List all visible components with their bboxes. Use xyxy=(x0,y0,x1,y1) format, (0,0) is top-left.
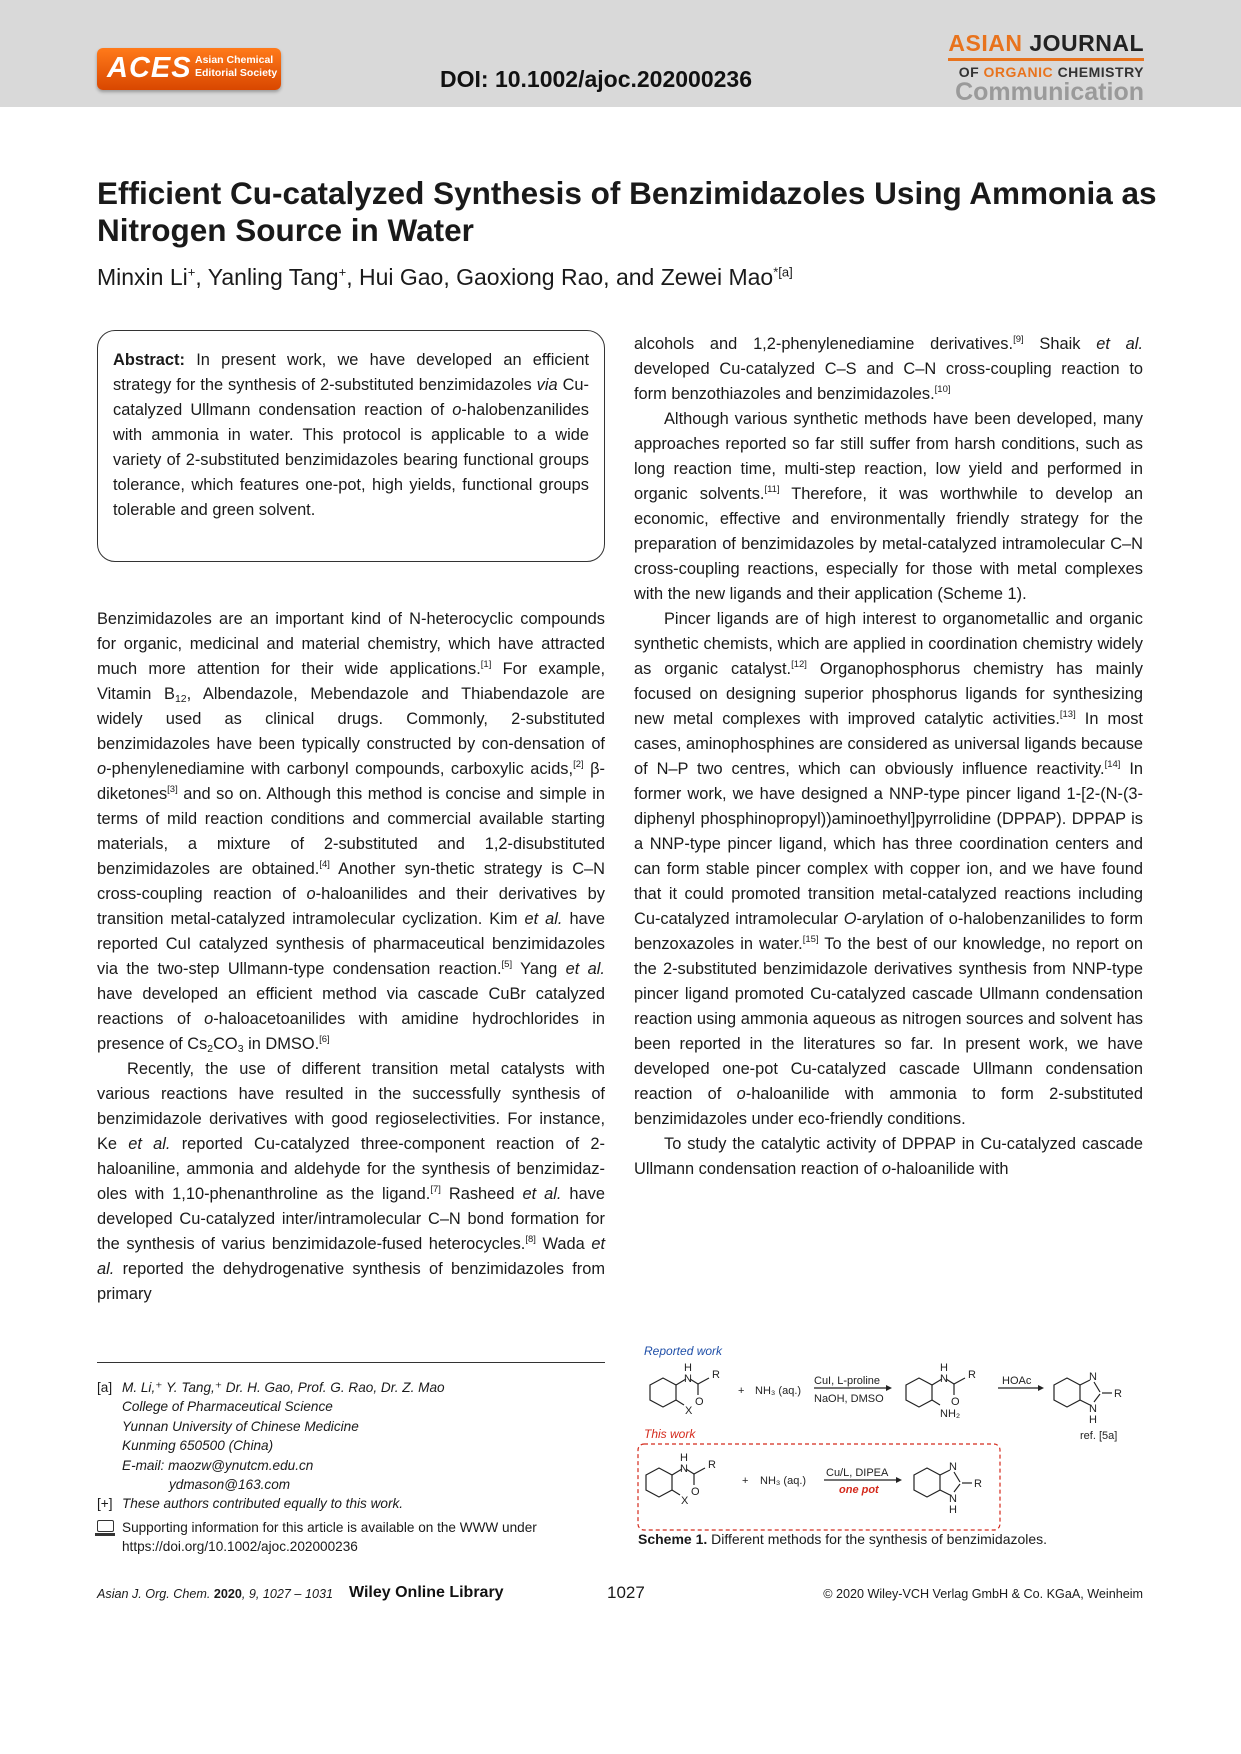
email-link[interactable]: ydmason@163.com xyxy=(169,1477,291,1493)
citation-line: Asian J. Org. Chem. 2020, 9, 1027 – 1031 xyxy=(97,1587,333,1601)
svg-text:R: R xyxy=(712,1369,720,1381)
svg-text:one pot: one pot xyxy=(839,1484,879,1496)
svg-text:X: X xyxy=(681,1495,689,1507)
equal-contribution-footnote: [+] These authors contributed equally to this work. xyxy=(97,1496,404,1512)
footnotes xyxy=(97,1378,605,1557)
svg-text:H: H xyxy=(684,1362,692,1374)
svg-text:R: R xyxy=(968,1369,976,1381)
supporting-info-link[interactable]: Supporting information for this article is available on the WWW under https://doi.org/10.1002/ajoc.202000236 xyxy=(122,1519,537,1555)
article-title: Efficient Cu-catalyzed Synthesis of Benzimidazoles Using Ammonia as Nitrogen Source in Water xyxy=(97,175,1157,248)
svg-text:O: O xyxy=(695,1396,704,1408)
aces-logo-subtext: Asian Chemical Editorial Society xyxy=(195,54,278,79)
svg-text:N: N xyxy=(1089,1371,1097,1383)
svg-text:N: N xyxy=(680,1463,688,1475)
supporting-info-footnote xyxy=(97,1518,605,1557)
product-benzimidazole-1 xyxy=(1054,1378,1112,1407)
right-column-body xyxy=(634,332,1143,1182)
svg-text:NH₂: NH₂ xyxy=(940,1408,961,1420)
svg-text:N: N xyxy=(684,1373,692,1385)
journal-name-line-2: OF ORGANIC CHEMISTRY xyxy=(958,64,1144,80)
page-number: 1027 xyxy=(607,1583,645,1602)
scheme-caption: Scheme 1. Different methods for the synthesis of benzimidazoles. xyxy=(638,1531,1048,1547)
svg-text:X: X xyxy=(685,1405,693,1417)
svg-text:NH₃ (aq.): NH₃ (aq.) xyxy=(755,1385,802,1397)
svg-text:H: H xyxy=(680,1452,688,1464)
svg-text:NH₃ (aq.): NH₃ (aq.) xyxy=(760,1475,807,1487)
journal-rule xyxy=(948,58,1144,61)
affiliation-footnote: [a] M. Li,⁺ Y. Tang,⁺ Dr. H. Gao, Prof. G. Rao, Dr. Z. Mao College of Pharmaceutical Science Yunnan University of Chinese Medicine Kunming 650500 (China) E-mail: maozw@ynutcm.edu.cn ydmason@163.com xyxy=(97,1378,605,1494)
copyright: © 2020 Wiley-VCH Verlag GmbH & Co. KGaA, Weinheim xyxy=(823,1587,1143,1601)
svg-text:+: + xyxy=(742,1475,749,1487)
wiley-online-library-link[interactable]: Wiley Online Library xyxy=(349,1584,504,1601)
reported-work-label: Reported work xyxy=(644,1344,723,1358)
author-list: Minxin Li+, Yanling Tang+, Hui Gao, Gaoxiong Rao, and Zewei Mao$^{*[a]}$ xyxy=(97,264,793,290)
paragraph: Although various synthetic methods have been developed, many approaches reported so far still suffer from harsh conditions, such as long reaction time, multi-step reaction, low yield and performed in organic solvents.[11] Therefore, it was worthwhile to develop an economic, effective and environmentally friendly strategy for the preparation of benzimidazoles by metal-catalyzed intramolecular C–N cross-coupling reactions, especially for those with metal complexes with the new ligands and their application (Scheme 1). xyxy=(634,410,1143,603)
paragraph: Recently, the use of different transition metal catalysts with various reactions have resulted in the successfully synthesis of benzimidazole derivatives with good regioselectivities. For instance, Ke et al. reported Cu-catalyzed three-component reaction of 2-haloaniline, ammonia and aldehyde for the synthesis of benzimidaz-oles with 1,10-phenanthroline as the ligand.[7] Rasheed et al. have developed Cu-catalyzed inter/intramolecular C–N bond formation for the synthesis of varius benzimidazole-fused heterocycles.[8] Wada et al. reported the dehydrogenative synthesis of benzimidazoles from primary xyxy=(97,1060,605,1303)
aces-logo-text: ACES xyxy=(107,52,192,84)
svg-text:N: N xyxy=(949,1461,957,1473)
svg-text:R: R xyxy=(1114,1388,1122,1400)
svg-text:N: N xyxy=(940,1373,948,1385)
article-type: Communication xyxy=(955,78,1144,106)
svg-text:NaOH, DMSO: NaOH, DMSO xyxy=(814,1393,884,1405)
journal-name-line-1: ASIAN JOURNAL xyxy=(948,30,1144,56)
svg-text:ref. [5a]: ref. [5a] xyxy=(1080,1430,1118,1442)
svg-text:Cu/L, DIPEA: Cu/L, DIPEA xyxy=(826,1467,889,1479)
paragraph: Benzimidazoles are an important kind of N-heterocyclic compounds for organic, medicinal and material chemistry, which have attracted much more attention for their wide applications.[1] For example, Vitamin $B_{12}$, Albendazole, Mebendazole and Thiabendazole are widely used as clinical drugs. Commonly, 2-substituted benzimidazoles have been typically constructed by con-densation of o-phenylenediamine with carbonyl compounds, carboxylic acids,[2] β-diketones[3] and so on. Although this method is concise and simple in terms of mild reaction conditions and commercial available starting materials, a mixture of 2-substituted and 1,2-disubstituted benzimidazoles are obtained.[4] Another syn-thetic strategy is C–N cross-coupling reaction of o-haloanilides and their derivatives by transition metal-catalyzed intramolecular cyclization. Kim et al. have reported CuI catalyzed synthesis of pharmaceutical benzimidazoles via the two-step Ullmann-type condensation reaction.[5] Yang et al. have developed an efficient method via cascade CuBr catalyzed reactions of o-haloacetoanilides with amidine hydrochlorides in presence of $Cs_2CO_3$ in DMSO.[6] xyxy=(97,610,606,1055)
svg-text:O: O xyxy=(951,1396,960,1408)
svg-text:HOAc: HOAc xyxy=(1002,1375,1032,1387)
svg-text:CuI, L-proline: CuI, L-proline xyxy=(814,1375,881,1387)
computer-icon xyxy=(97,1520,114,1532)
corresponding-mark: *[a] xyxy=(773,264,793,280)
svg-text:R: R xyxy=(974,1478,982,1490)
journal-logo xyxy=(948,32,1144,105)
svg-text:H: H xyxy=(940,1362,948,1374)
abstract-box xyxy=(97,330,605,562)
svg-text:R: R xyxy=(708,1459,716,1471)
this-work-label: This work xyxy=(644,1427,696,1441)
svg-text:+: + xyxy=(738,1385,745,1397)
paragraph: alcohols and 1,2-phenylenediamine derivatives.[9] Shaik et al. developed Cu-catalyzed C–S and C–N cross-coupling reaction to form benzothiazoles and benzimidazoles.[10] xyxy=(634,334,1143,403)
header-band xyxy=(0,0,1241,107)
svg-text:H: H xyxy=(949,1504,957,1516)
aces-logo[interactable] xyxy=(97,48,281,90)
abstract-text: Abstract: In present work, we have developed an efficient strategy for the synthesis of 2-substituted benzimidazoles via Cu-catalyzed Ullmann condensation reaction of o-halobenzanilides with ammonia in water. This protocol is applicable to a wide variety of 2-substituted benzimidazoles bearing functional groups tolerance, which features one-pot, high yields, functional groups tolerable and green solvent. xyxy=(113,351,589,519)
left-column-body xyxy=(97,607,605,1307)
svg-text:N: N xyxy=(1089,1403,1097,1415)
page-footer xyxy=(97,1583,1143,1607)
doi-label[interactable]: DOI: 10.1002/ajoc.202000236 xyxy=(440,66,753,92)
svg-text:H: H xyxy=(1089,1414,1097,1426)
paragraph: To study the catalytic activity of DPPAP in Cu-catalyzed cascade Ullmann condensation reaction of o-haloanilide with xyxy=(634,1135,1143,1178)
scheme-1-graphic xyxy=(634,1338,1143,1554)
footnote-rule xyxy=(97,1362,605,1363)
product-benzimidazole-2 xyxy=(914,1468,972,1497)
email-link[interactable]: E-mail: maozw@ynutcm.edu.cn xyxy=(122,1457,314,1473)
svg-text:N: N xyxy=(949,1493,957,1505)
svg-text:O: O xyxy=(691,1486,700,1498)
paragraph: Pincer ligands are of high interest to organometallic and organic synthetic chemists, which are applied in coordination chemistry widely as organic catalyst.[12] Organophosphorus chemistry has mainly focused on designing superior phosphorus ligands for synthesizing new metal complexes with improved catalytic activities.[13] In most cases, aminophosphines are considered as universal ligands because of N–P two centres, which can obviously influence reactivity.[14] In former work, we have designed a NNP-type pincer ligand 1-[2-(N-(3-diphenyl phosphinopropyl))aminoethyl]pyrrolidine (DPPAP). DPPAP is a NNP-type pincer ligand, which has three coordination centers and can form stable pincer complex with copper ion, and we have found that it could promoted transition metal-catalyzed reactions including Cu-catalyzed intramolecular O-arylation of o-halobenzanilides to form benzoxazoles in water.[15] To the best of our knowledge, no report on the 2-substituted benzimidazole derivatives synthesis from NNP-type pincer ligand promoted Cu-catalyzed cascade Ullmann condensation reaction using ammonia aqueous as nitrogen sources and solvent has been reported in the literatures so far. In present work, we have developed one-pot Cu-catalyzed cascade Ullmann condensation reaction of o-haloanilide with ammonia to form 2-substituted benzimidazoles under eco-friendly conditions. xyxy=(634,610,1144,1128)
